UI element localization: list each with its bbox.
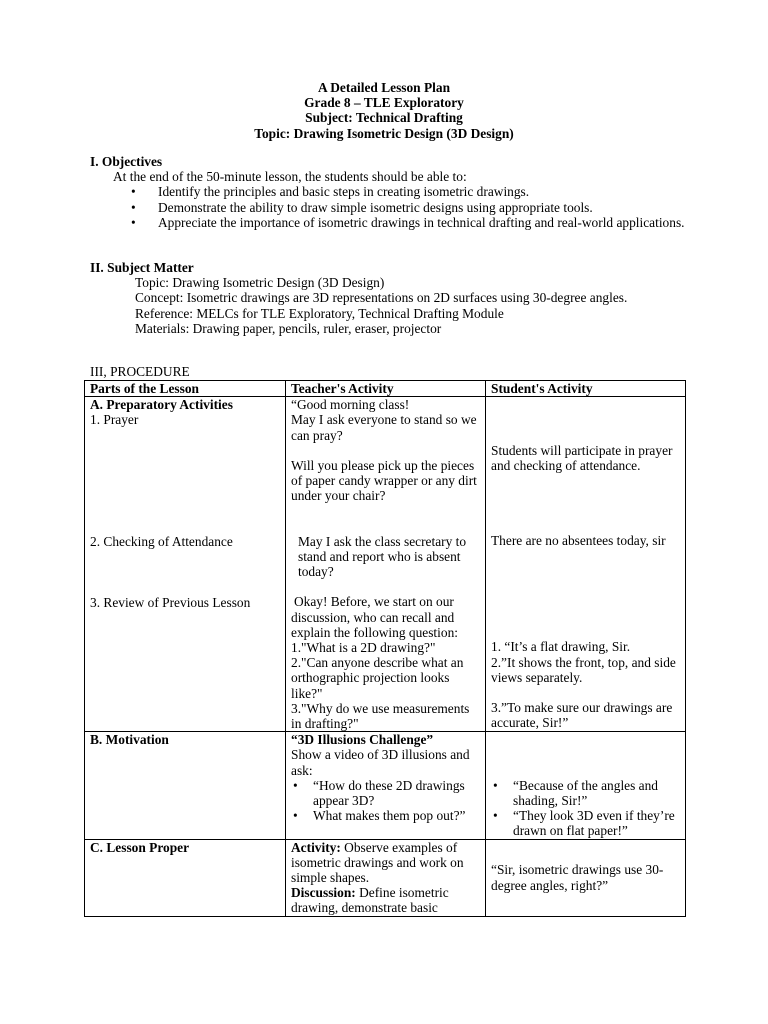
subject-matter-concept [90, 290, 660, 305]
teacher-line: May I ask the class secretary to stand and report who is absent today? [298, 533, 467, 580]
row-a-teacher [286, 397, 486, 732]
objectives-section [90, 154, 710, 230]
part-label: A. Preparatory Activities [90, 397, 233, 413]
doc-grade: Grade 8 – TLE Exploratory [304, 95, 464, 111]
col-header-parts: Parts of the Lesson [85, 381, 286, 397]
doc-title: A Detailed Lesson Plan [317, 80, 451, 95]
part-label: C. Lesson Proper [90, 839, 190, 855]
row-c-student [486, 839, 686, 916]
subject-matter-concept-text: Concept: Isometric drawings are 3D representations on 2D surfaces using 30-degree angles. [135, 290, 628, 306]
student-answer: 1. “It’s a flat drawing, Sir. [491, 639, 631, 655]
motivation-title: “3D Illusions Challenge” [291, 732, 434, 748]
subject-matter-topic: Topic: Drawing Isometric Design (3D Design) [135, 275, 385, 291]
student-line: Students will participate in prayer and checking of attendance. [491, 442, 673, 473]
list-item: • “Because of the angles and shading, Sir!” [513, 778, 680, 808]
discussion-paragraph [291, 885, 480, 915]
motivation-questions [291, 778, 480, 824]
student-line: There are no absentees today, sir [491, 533, 666, 549]
procedure-table [84, 380, 686, 917]
sub-step-attendance: 2. Checking of Attendance [90, 533, 233, 549]
list-item: • “They look 3D even if they’re drawn on flat paper!” [513, 808, 680, 838]
teacher-line: May I ask everyone to stand so we can pray? [291, 412, 477, 443]
objective-item: • Appreciate the importance of isometric drawings in technical drafting and real-world applications. [158, 215, 710, 230]
objectives-intro: At the end of the 50-minute lesson, the students should be able to: [113, 169, 467, 185]
row-b-part [85, 732, 286, 839]
doc-topic: Topic: Drawing Isometric Design (3D Design) [254, 125, 514, 141]
sub-step-prayer: 1. Prayer [90, 412, 139, 428]
sub-step-review: 3. Review of Previous Lesson [90, 594, 251, 610]
teacher-question: 2."Can anyone describe what an orthographic projection looks like?" [291, 655, 464, 701]
student-line: “Sir, isometric drawings use 30-degree angles, right?” [491, 862, 664, 893]
teacher-line: “Good morning class! [291, 397, 410, 413]
list-item: • What makes them pop out?” [313, 808, 480, 823]
row-a-student [486, 397, 686, 732]
activity-text: Observe examples of isometric drawings and work on simple shapes. [291, 839, 464, 886]
subject-matter-reference: Reference: MELCs for TLE Exploratory, Technical Drafting Module [135, 305, 504, 321]
discussion-label: Discussion: [291, 885, 356, 901]
row-a-part [85, 397, 286, 732]
table-header-row [85, 381, 686, 397]
teacher-line: Will you please pick up the pieces of paper candy wrapper or any dirt under your chair? [291, 458, 477, 504]
row-c-teacher [286, 839, 486, 916]
document-header [0, 80, 768, 141]
teacher-question: 1."What is a 2D drawing?" [291, 640, 436, 656]
row-c-part [85, 839, 286, 916]
objectives-heading: I. Objectives [90, 154, 163, 169]
activity-label: Activity: [291, 839, 341, 855]
row-b-student [486, 732, 686, 839]
list-item: • “How do these 2D drawings appear 3D? [313, 778, 480, 808]
motivation-answers [491, 778, 680, 839]
teacher-line: Okay! Before, we start on our discussion, who can recall and explain the following question: [291, 594, 458, 640]
subject-matter-heading: II. Subject Matter [90, 260, 194, 275]
part-label: B. Motivation [90, 732, 169, 748]
table-row [85, 839, 686, 916]
subject-matter-materials: Materials: Drawing paper, pencils, ruler, eraser, projector [135, 320, 442, 336]
table-row [85, 732, 686, 839]
col-header-teacher: Teacher's Activity [286, 381, 486, 397]
student-answer: 3.”To make sure our drawings are accurate, Sir!” [491, 700, 673, 731]
activity-paragraph [291, 840, 480, 886]
teacher-line: Show a video of 3D illusions and ask: [291, 747, 470, 778]
table-row [85, 397, 686, 732]
doc-subject: Subject: Technical Drafting [305, 110, 463, 126]
discussion-text: Define isometric drawing, demonstrate basic [291, 885, 449, 916]
student-answer: 2.”It shows the front, top, and side views separately. [491, 654, 676, 685]
subject-matter-section [90, 260, 660, 336]
col-header-student: Student's Activity [486, 381, 686, 397]
objective-item: • Demonstrate the ability to draw simple isometric designs using appropriate tools. [158, 200, 710, 215]
objectives-list [90, 184, 710, 230]
teacher-question: 3."Why do we use measurements in drafting?" [291, 700, 470, 732]
procedure-heading: III, PROCEDURE [90, 364, 190, 379]
row-b-teacher [286, 732, 486, 839]
objective-item: • Identify the principles and basic steps in creating isometric drawings. [158, 184, 710, 199]
